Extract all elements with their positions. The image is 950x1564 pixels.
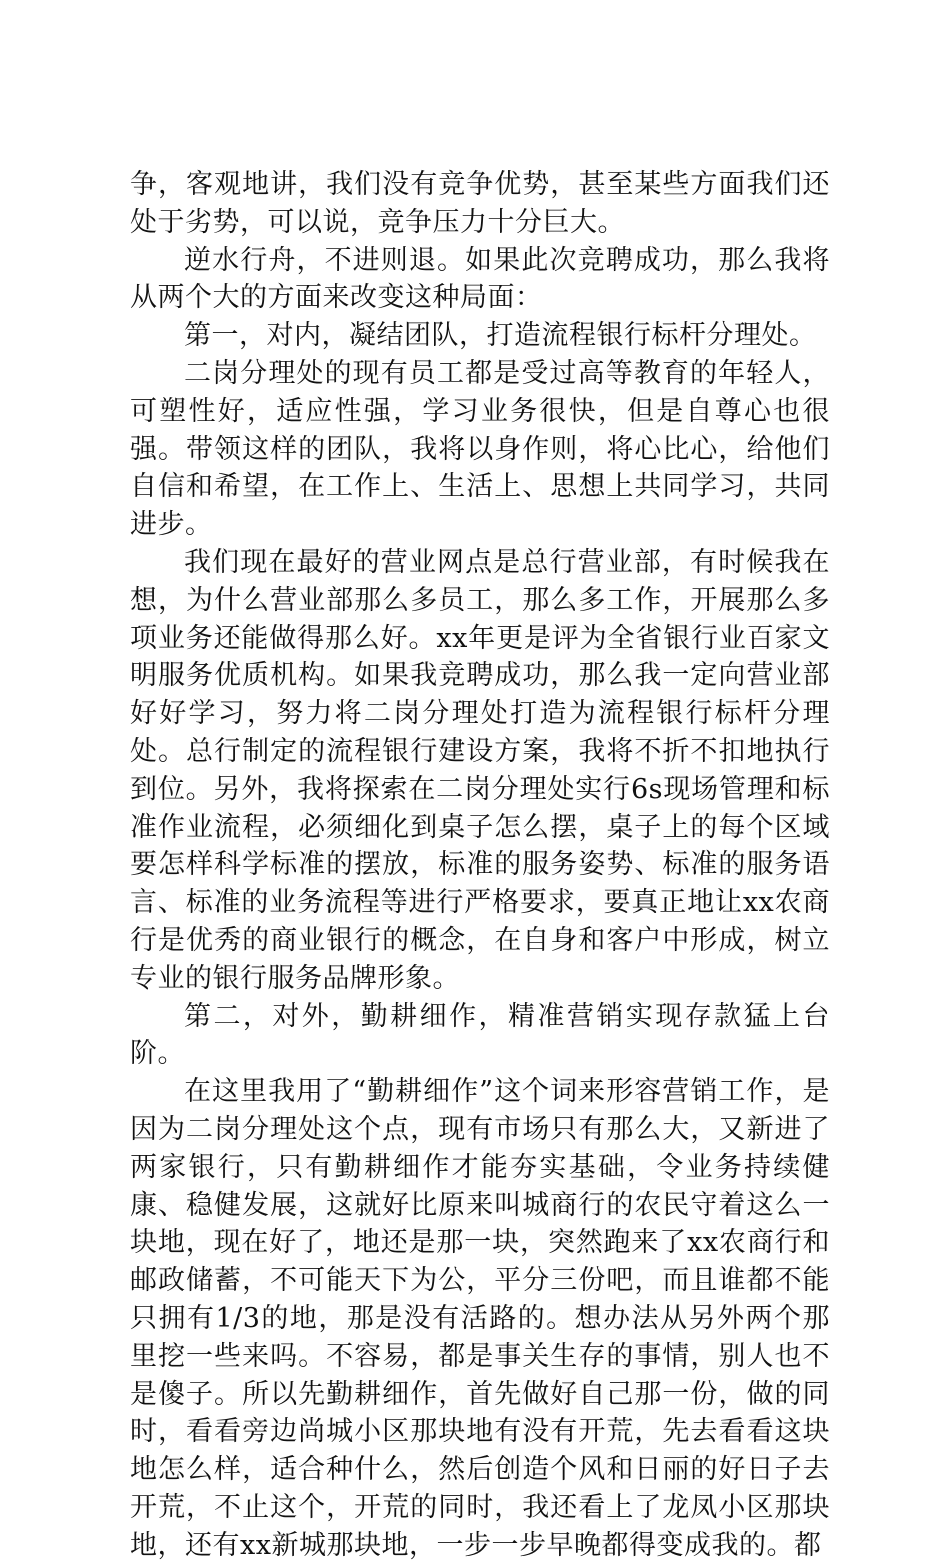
- paragraph-3-heading: 第一，对内，凝结团队，打造流程银行标杆分理处。: [184, 320, 817, 352]
- paragraph-1: 争，客观地讲，我们没有竞争优势，甚至某些方面我们还处于劣势，可以说，竞争压力十分巨大。: [130, 169, 830, 238]
- paragraph-4: 二岗分理处的现有员工都是受过高等教育的年轻人，可塑性好，适应性强，学习业务很快，但是自尊心也很强。带领这样的团队，我将以身作则，将心比心，给他们自信和希望，在工作上、生活上、思想上共同学习，共同进步。: [130, 357, 830, 541]
- paragraph-6-heading: 第二，对外，勤耕细作，精准营销实现存款猛上台阶。: [130, 1000, 830, 1070]
- paragraph-5: 我们现在最好的营业网点是总行营业部，有时候我在想，为什么营业部那么多员工，那么多工作，开展那么多项业务还能做得那么好。xx年更是评为全省银行业百家文明服务优质机构。如果我竞聘成功，那么我一定向营业部好好学习，努力将二岗分理处打造为流程银行标杆分理处。总行制定的流程银行建设方案，我将不折不扣地执行到位。另外，我将探索在二岗分理处实行6s现场管理和标准作业流程，必须细化到桌子怎么摆，桌子上的每个区域要怎样科学标准的摆放，标准的服务姿势、标准的服务语言、标准的业务流程等进行严格要求，要真正地让xx农商行是优秀的商业银行的概念，在自身和客户中形成，树立专业的银行服务品牌形象。: [130, 546, 830, 994]
- paragraph-2: 逆水行舟，不进则退。如果此次竞聘成功，那么我将从两个大的方面来改变这种局面：: [130, 244, 830, 314]
- document-body: [130, 166, 830, 1564]
- paragraph-7: 在这里我用了“勤耕细作”这个词来形容营销工作，是因为二岗分理处这个点，现有市场只有那么大，又新进了两家银行，只有勤耕细作才能夯实基础，令业务持续健康、稳健发展，这就好比原来叫城商行的农民守着这么一块地，现在好了，地还是那一块，突然跑来了xx农商行和邮政储蓄，不可能天下为公，平分三份吧，而且谁都不能只拥有1/3的地，那是没有活路的。想办法从另外两个那里挖一些来吗。不容易，都是事关生存的事情，别人也不是傻子。所以先勤耕细作，首先做好自己那一份，做的同时，看看旁边尚城小区那块地有没有开荒，先去看看这块地怎么样，适合种什么，然后创造个风和日丽的好日子去开荒，不止这个，开荒的同时，我还看上了龙凤小区那块地，还有xx新城那块地，一步一步早晚都得变成我的。都: [130, 1076, 830, 1561]
